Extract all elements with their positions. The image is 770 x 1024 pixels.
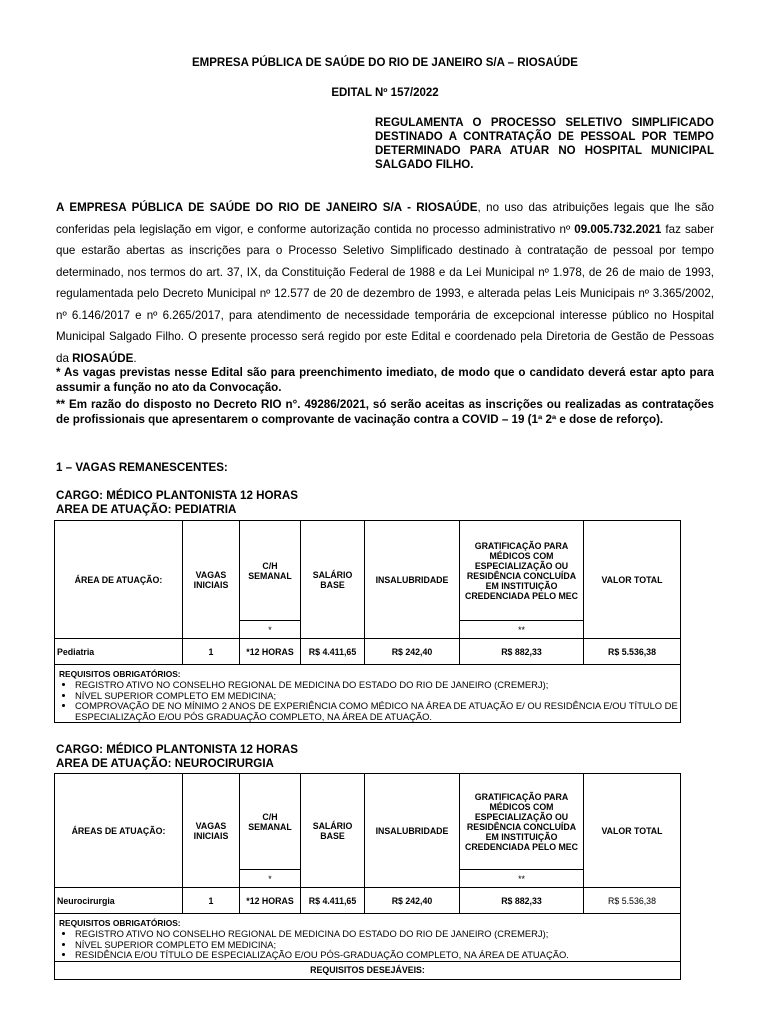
cell-salario: R$ 4.411,65 — [301, 888, 365, 914]
cell-valor: R$ 5.536,38 — [584, 639, 681, 665]
requisitos-list — [57, 929, 678, 961]
header-area: ÁREA DE ATUAÇÃO: — [55, 521, 183, 639]
header-valor: VALOR TOTAL — [584, 521, 681, 639]
cell-salario: R$ 4.411,65 — [301, 639, 365, 665]
list-item: • REGISTRO ATIVO NO CONSELHO REGIONAL DE MEDICINA DO ESTADO DO RIO DE JANEIRO (CREMERJ); — [75, 929, 678, 940]
cargo-2-heading — [56, 743, 298, 770]
preamble-text-2: faz saber que estarão abertas as inscrições para o Processo Seletivo Simplificado destinado à contratação de pessoal por tempo determinado, nos termos do art. 37, IX, da Constituição Federal de 1988 e da Lei Municipal nº 1.978, de 26 de maio de 1993, regulamentada pelo Decreto Municipal nº 12.577 de 20 de dezembro de 1993, e alterada pelas Leis Municipais nº 3.365/2002, nº 6.146/2017 e nº 6.265/2017, para atendimento de necessidade temporária de excepcional interesse público no Hospital Municipal Salgado Filho. O presente processo será regido por este Edital e coordenado pela Diretoria de Gestão de Pessoas da — [56, 222, 714, 365]
cargo-1-area: AREA DE ATUAÇÃO: PEDIATRIA — [56, 502, 237, 516]
list-item: • COMPROVAÇÃO DE NO MÍNIMO 2 ANOS DE EXPERIÊNCIA COMO MÉDICO NA ÁREA DE ATUAÇÃO E/ OU RESIDÊNCIA E/OU TÍTULO DE ESPECIALIZAÇÃO E/OU PÓS GRADUAÇÃO COMPLETO, NA ÁREA DE ATUAÇÃO. — [75, 701, 678, 722]
header-ch: C/H SEMANAL — [240, 774, 301, 870]
cell-gratificacao: R$ 882,33 — [460, 639, 584, 665]
header-valor: VALOR TOTAL — [584, 774, 681, 888]
requisitos-list — [57, 680, 678, 722]
cargo-2-area: AREA DE ATUAÇÃO: NEUROCIRURGIA — [56, 756, 274, 770]
header-salario: SALÁRIO BASE — [301, 521, 365, 639]
document-title: EMPRESA PÚBLICA DE SAÚDE DO RIO DE JANEIRO S/A – RIOSAÚDE — [192, 57, 578, 69]
header-vagas: VAGAS INICIAIS — [183, 774, 240, 888]
requisitos-title: REQUISITOS OBRIGATÓRIOS: — [59, 669, 181, 679]
list-item: • NÍVEL SUPERIOR COMPLETO EM MEDICINA; — [75, 940, 678, 951]
cell-area: Neurocirurgia — [55, 888, 183, 914]
list-item: • REGISTRO ATIVO NO CONSELHO REGIONAL DE MEDICINA DO ESTADO DO RIO DE JANEIRO (CREMERJ); — [75, 680, 678, 691]
cell-insalubridade: R$ 242,40 — [365, 888, 460, 914]
grat-mark: ** — [460, 870, 584, 888]
cargo-1-heading — [56, 489, 298, 516]
header-ch: C/H SEMANAL — [240, 521, 301, 621]
header-gratificacao: GRATIFICAÇÃO PARA MÉDICOS COM ESPECIALIZAÇÃO OU RESIDÊNCIA CONCLUÍDA EM INSTITUIÇÃO CREDENCIADA PELO MEC — [460, 521, 584, 621]
header-insalubridade: INSALUBRIDADE — [365, 774, 460, 888]
table-row — [55, 888, 681, 914]
ch-mark: * — [240, 870, 301, 888]
cell-ch: *12 HORAS — [240, 639, 301, 665]
header-area: ÁREAS DE ATUAÇÃO: — [55, 774, 183, 888]
cell-insalubridade: R$ 242,40 — [365, 639, 460, 665]
note-immediate-vacancies: * As vagas previstas nesse Edital são para preenchimento imediato, de modo que o candidato deverá estar apto para assumir a função no ato da Convocação. — [56, 366, 714, 394]
edital-ementa: REGULAMENTA O PROCESSO SELETIVO SIMPLIFICADO DESTINADO A CONTRATAÇÃO DE PESSOAL POR TEMPO DETERMINADO PARA ATUAR NO HOSPITAL MUNICIPAL SALGADO FILHO. — [375, 117, 714, 171]
vagas-table-pediatria — [54, 520, 681, 723]
header-vagas: VAGAS INICIAIS — [183, 521, 240, 639]
cell-valor: R$ 5.536,38 — [584, 888, 681, 914]
preamble-riosaude: RIOSAÚDE — [72, 351, 134, 365]
cargo-1-title: CARGO: MÉDICO PLANTONISTA 12 HORAS — [56, 489, 298, 502]
cell-area: Pediatria — [55, 639, 183, 665]
process-number: 09.005.732.2021 — [574, 222, 662, 236]
section-title: 1 – VAGAS REMANESCENTES: — [56, 461, 228, 474]
grat-mark: ** — [460, 621, 584, 639]
ch-mark: * — [240, 621, 301, 639]
requisitos-title: REQUISITOS OBRIGATÓRIOS: — [59, 918, 181, 928]
preamble-paragraph — [56, 197, 714, 369]
header-insalubridade: INSALUBRIDADE — [365, 521, 460, 639]
cell-vagas: 1 — [183, 888, 240, 914]
requisitos-desejaveis-title: REQUISITOS DESEJÁVEIS: — [55, 961, 681, 979]
cell-ch: *12 HORAS — [240, 888, 301, 914]
edital-number: EDITAL Nº 157/2022 — [331, 87, 439, 99]
cell-gratificacao: R$ 882,33 — [460, 888, 584, 914]
header-salario: SALÁRIO BASE — [301, 774, 365, 888]
preamble-end: . — [133, 351, 137, 365]
cargo-2-title: CARGO: MÉDICO PLANTONISTA 12 HORAS — [56, 743, 298, 756]
cell-vagas: 1 — [183, 639, 240, 665]
requisitos-cell — [55, 914, 681, 962]
list-item: • RESIDÊNCIA E/OU TÍTULO DE ESPECIALIZAÇÃO E/OU PÓS-GRADUAÇÃO COMPLETO, NA ÁREA DE ATUAÇÃO. — [75, 950, 678, 961]
table-row — [55, 639, 681, 665]
header-gratificacao: GRATIFICAÇÃO PARA MÉDICOS COM ESPECIALIZAÇÃO OU RESIDÊNCIA CONCLUÍDA EM INSTITUIÇÃO CREDENCIADA PELO MEC — [460, 774, 584, 870]
list-item: • NÍVEL SUPERIOR COMPLETO EM MEDICINA; — [75, 691, 678, 702]
requisitos-cell — [55, 665, 681, 723]
vagas-table-neurocirurgia — [54, 773, 681, 980]
company-name: A EMPRESA PÚBLICA DE SAÚDE DO RIO DE JANEIRO S/A - RIOSAÚDE — [56, 201, 478, 214]
preamble-text-1: , no uso das atribuições legais que lhe são conferidas pela legislação em vigor, e conforme autorização contida no processo administrativo nº — [56, 201, 714, 236]
note-covid-vaccination: ** Em razão do disposto no Decreto RIO n°. 49286/2021, só serão aceitas as inscrições ou realizadas as contratações de profissionais que apresentarem o comprovante de vacinação contra a COVID – 19 (1ª 2ª e dose de reforço). — [56, 398, 714, 426]
